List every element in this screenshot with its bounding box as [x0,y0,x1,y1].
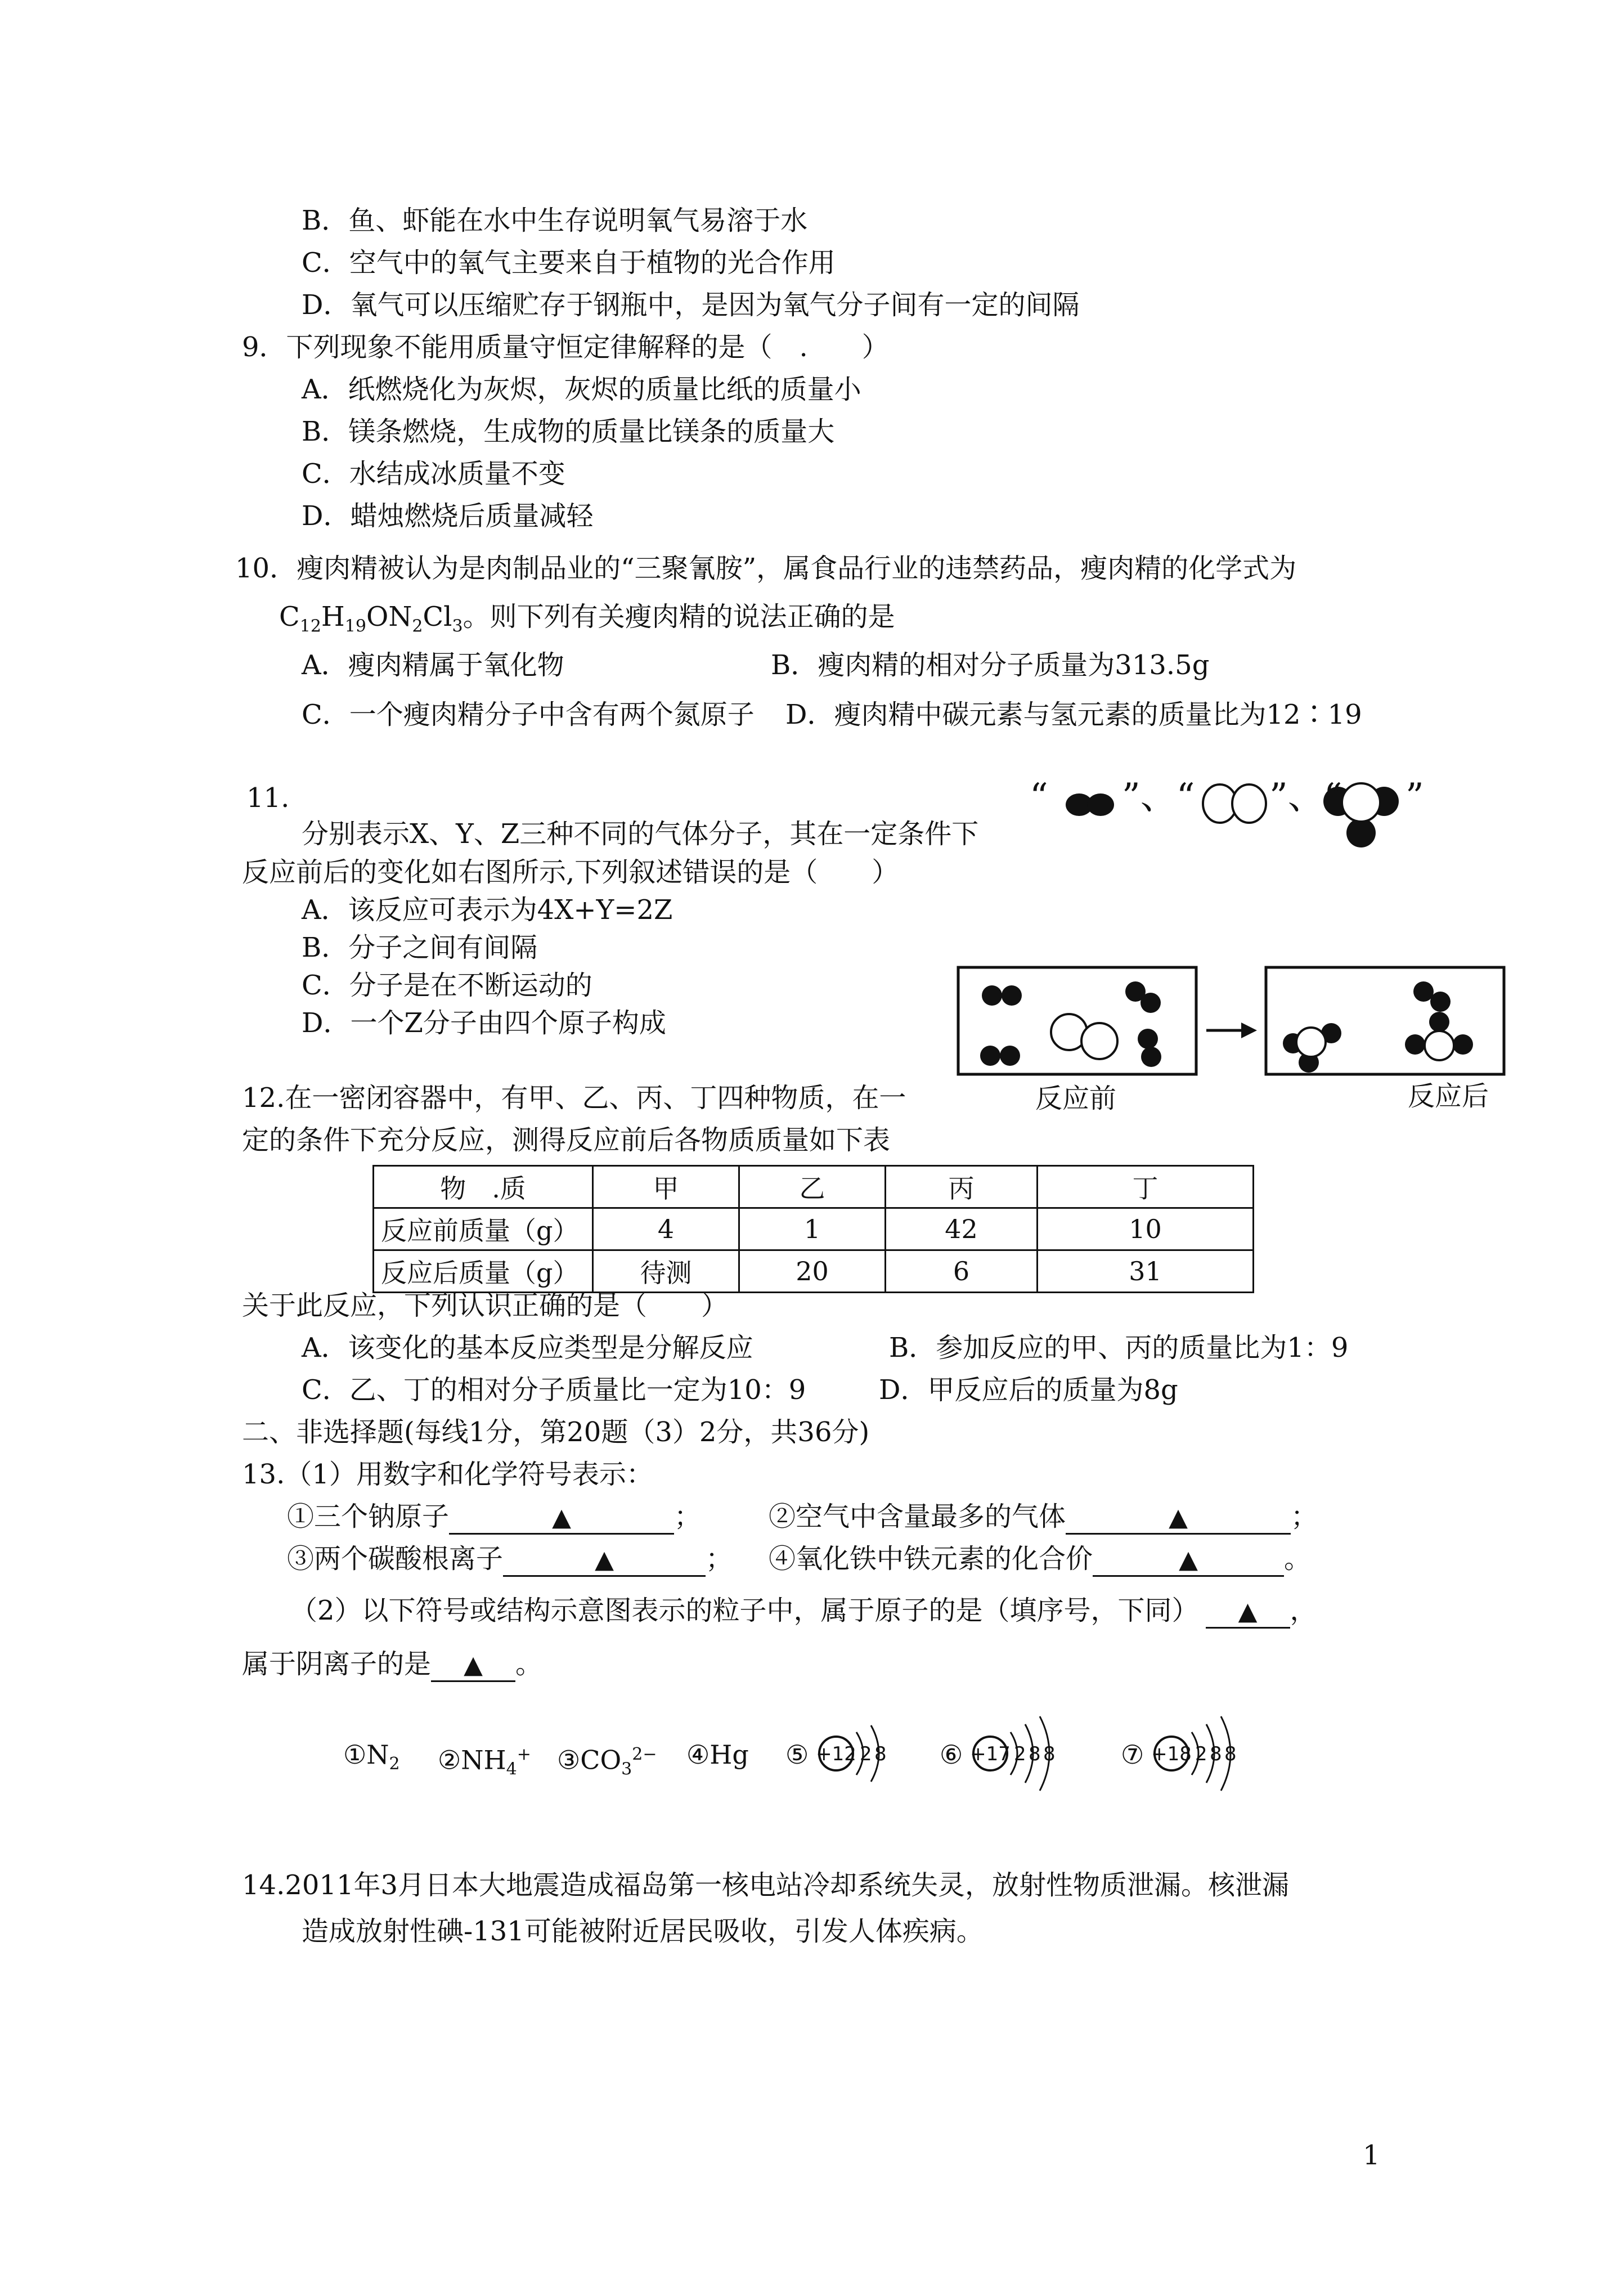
atom-7: ⑦ [1121,1739,1144,1770]
page-number: 1 [1363,2140,1380,2171]
q8-option-b: B．鱼、虾能在水中生存说明氧气易溶于水 [302,205,808,236]
fill-end: ； [674,1501,702,1532]
reaction-boxes [957,966,1519,1084]
part2-text: （2）以下符号或结构示意图表示的粒子中，属于原子的是（填序号，下同） [290,1595,1199,1626]
before-label: 反应前 [1035,1083,1117,1114]
q10-stem: 10．瘦肉精被认为是肉制品业的“三聚氰胺”，属食品行业的违禁药品，瘦肉精的化学式为 [235,553,1297,584]
q9-option-b: B．镁条燃烧，生成物的质量比镁条的质量大 [302,416,835,447]
molecule-y-icon [1203,784,1266,823]
answer-blank-1[interactable]: ▲ [449,1503,674,1535]
part2-end: ， [1290,1595,1317,1626]
q10-formula: $C_{12}H_{19}ON_2Cl_3$ [279,601,463,636]
table-header-cell: 甲 [593,1166,739,1208]
symbol-nh4: $②NH_4^+$ [438,1745,531,1779]
q10-option-b: B．瘦肉精的相对分子质量为313.5g [771,649,1210,681]
table-cell: 反应后质量（g） [374,1250,593,1293]
table-header-row [374,1166,1254,1208]
fill-label: ②空气中含量最多的气体 [769,1501,1066,1532]
answer-blank-4[interactable]: ▲ [1093,1545,1284,1577]
molecule-legend [1030,772,1435,856]
q13-fill-4 [769,1542,1311,1577]
legend-sep-2: ”、“ [1269,776,1342,818]
q14-line-2: 造成放射性碘-131可能被附近居民吸收，引发人体疾病。 [302,1916,984,1947]
table-header-cell: 丁 [1038,1166,1254,1208]
q14-line-1: 14.2011年3月日本大地震造成福岛第一核电站冷却系统失灵，放射性物质泄漏。核泄漏 [242,1869,1290,1901]
table-cell: 31 [1038,1250,1254,1293]
q9-stem: 9．下列现象不能用质量守恒定律解释的是（ . ） [242,331,889,363]
q11-option-b: B．分子之间有间隔 [302,932,538,963]
table-header-cell: 乙 [739,1166,886,1208]
section-2-heading: 二、非选择题(每线1分，第20题（3）2分，共36分) [242,1416,870,1448]
table-cell: 待测 [593,1250,739,1293]
after-label: 反应后 [1408,1080,1489,1112]
fill-label: ①三个钠原子 [287,1501,450,1532]
svg-text:2: 2 [860,1743,872,1765]
table-cell: 42 [886,1208,1038,1250]
svg-text:+18: +18 [1151,1743,1192,1765]
q10-option-c: C．一个瘦肉精分子中含有两个氮原子 [302,699,755,730]
legend-quote-open: “ [1030,776,1048,818]
q12-question: 关于此反应，下列认识正确的是（ ） [242,1290,729,1321]
table-cell: 6 [886,1250,1038,1293]
table-row [374,1250,1254,1293]
svg-text:2: 2 [1014,1743,1026,1765]
q11-option-a: A．该反应可表示为4X+Y=2Z [302,894,673,926]
answer-blank-3[interactable]: ▲ [503,1545,706,1577]
svg-text:2: 2 [1195,1743,1207,1765]
fill-label: ④氧化铁中铁元素的化合价 [769,1543,1093,1575]
q13-part2-line1 [290,1594,1317,1629]
q12-stem-2: 定的条件下充分反应，测得反应前后各物质质量如下表 [242,1124,891,1156]
part2-end: 。 [515,1648,543,1680]
q11-number: 11. [246,782,290,814]
answer-blank-2[interactable]: ▲ [1066,1503,1291,1535]
q10-option-d: D．瘦肉精中碳元素与氢元素的质量比为12∶19 [785,699,1362,730]
q13-stem: 13.（1）用数字和化学符号表示： [242,1459,653,1490]
svg-text:+17: +17 [970,1743,1011,1765]
legend-molecules [1030,772,1435,856]
q12-option-d: D．甲反应后的质量为8g [879,1374,1178,1406]
q11-option-d: D．一个Z分子由四个原子构成 [302,1007,666,1039]
q12-stem-1: 12.在一密闭容器中，有甲、乙、丙、丁四种物质，在一 [242,1082,906,1114]
svg-text:8: 8 [1210,1743,1222,1765]
answer-blank-anions[interactable]: ▲ [431,1650,515,1682]
atom-structure-6 [970,1705,1066,1801]
symbol-n2: $①N_2$ [343,1739,400,1774]
q12-option-b: B．参加反应的甲、丙的质量比为1：9 [889,1332,1349,1364]
reaction-arrow-icon [1241,1023,1257,1038]
q8-option-d: D．氧气可以压缩贮存于钢瓶中，是因为氧气分子间有一定的间隔 [302,289,1080,321]
table-cell: 20 [739,1250,886,1293]
q13-part2-line2 [242,1647,542,1682]
table-header-cell: 丙 [886,1166,1038,1208]
svg-text:8: 8 [1224,1743,1237,1765]
q11-option-c: C．分子是在不断运动的 [302,970,592,1001]
reaction-diagram [957,966,1519,1118]
atom-structure-5 [816,1708,889,1799]
svg-text:8: 8 [1029,1743,1041,1765]
symbol-hg: ④Hg [686,1739,749,1770]
fill-end: ； [1291,1501,1318,1532]
q8-option-c: C．空气中的氧气主要来自于植物的光合作用 [302,247,836,279]
atom-structure-7 [1151,1705,1247,1801]
q10-formula-line: $C_{12}H_{19}ON_2Cl_3$。则下列有关瘦肉精的说法正确的是 [279,601,895,636]
symbol-co3: $③CO_3^{2-}$ [557,1745,657,1779]
q9-option-c: C．水结成冰质量不变 [302,458,565,490]
atom-6: ⑥ [940,1739,963,1770]
fill-label: ③两个碳酸根离子 [287,1543,504,1575]
q9-option-a: A．纸燃烧化为灰烬，灰烬的质量比纸的质量小 [302,374,861,405]
q11-stem-1: 分别表示X、Y、Z三种不同的气体分子，其在一定条件下 [302,818,979,850]
table-row [374,1208,1254,1250]
q13-fill-1 [287,1500,701,1535]
atom-5: ⑤ [785,1739,809,1770]
q11-stem-2: 反应前后的变化如右图所示,下列叙述错误的是（ ） [242,856,899,888]
legend-quote-close: ” [1406,776,1424,818]
molecule-x-icon [1066,793,1114,816]
q12-option-a: A．该变化的基本反应类型是分解反应 [302,1332,753,1364]
part2-text: 属于阴离子的是 [242,1648,432,1680]
svg-text:8: 8 [874,1743,887,1765]
q13-fill-3 [287,1542,733,1577]
answer-blank-atoms[interactable]: ▲ [1206,1597,1290,1629]
svg-text:8: 8 [1043,1743,1056,1765]
mass-table [372,1165,1254,1293]
table-cell: 反应前质量（g） [374,1208,593,1250]
table-header-cell: 物 .质 [374,1166,593,1208]
fill-end: 。 [1284,1543,1312,1575]
q9-option-d: D．蜡烛燃烧后质量减轻 [302,500,594,532]
q12-option-c: C．乙、丁的相对分子质量比一定为10：9 [302,1374,806,1406]
svg-text:+12: +12 [816,1743,856,1765]
table-cell: 1 [739,1208,886,1250]
legend-sep-1: ”、“ [1122,776,1195,818]
q13-fill-2 [769,1500,1318,1535]
table-cell: 4 [593,1208,739,1250]
table-cell: 10 [1038,1208,1254,1250]
fill-end: ； [706,1543,733,1575]
q10-option-a: A．瘦肉精属于氧化物 [302,649,564,681]
